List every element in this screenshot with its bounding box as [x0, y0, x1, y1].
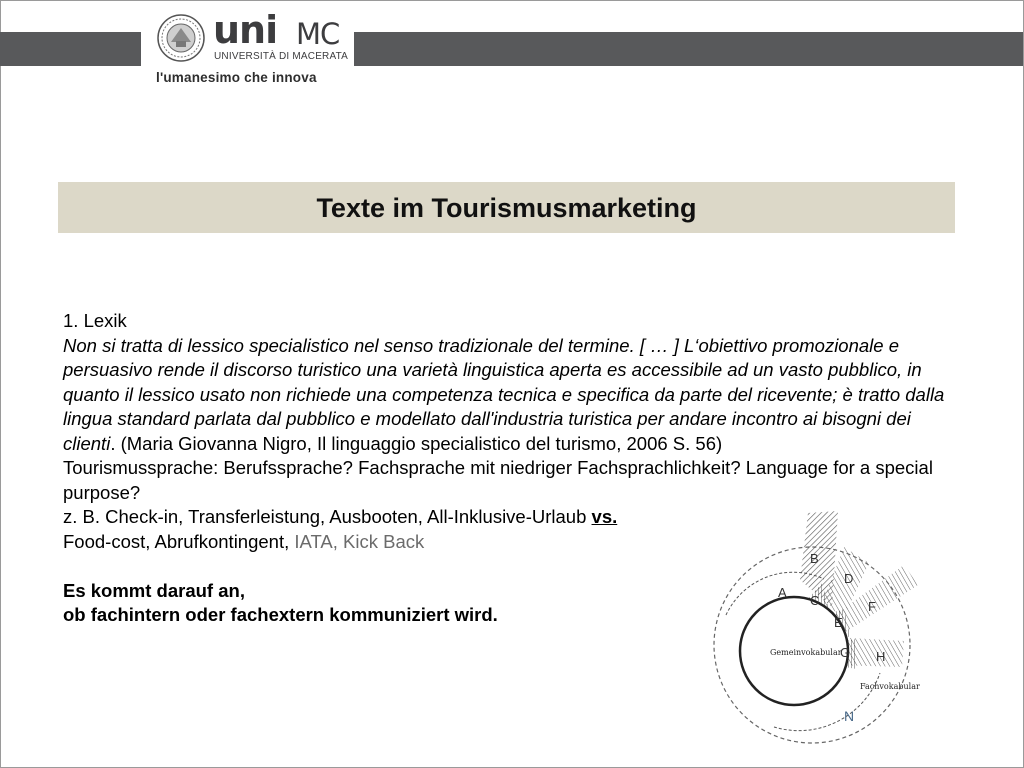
conclusion-line-1: Es kommt darauf an, — [63, 579, 245, 601]
segment-label-h: H — [876, 649, 886, 664]
header-bar-right — [354, 32, 1023, 66]
segment-label-c: C — [810, 593, 820, 608]
examples-text-2: Food-cost, Abrufkontingent, — [63, 530, 295, 552]
quote-paragraph — [63, 334, 963, 457]
quote-italic: Non si tratta di lessico specialistico nel senso tradizionale del termine. [ … ] L‘obiettivo promozionale e persuasivo rende il discorso turistico una varietà linguistica aperta es accessibile ad un vasto pubblico, in quanto il lessico usato non richiede una competenza tecnica e specifica da parte del ricevente; è tratto dalla lingua standard parlata dal pubblico e modellato dall'industria turistica per andare incontro ai bisogni dei clienti — [63, 334, 945, 454]
title-band — [58, 182, 955, 233]
center-label: Gemeinvokabular — [770, 648, 842, 657]
logo-uni-text: uni — [213, 8, 278, 52]
tourism-question: Tourismussprache: Berufssprache? Fachsprache mit niedriger Fachsprachlichkeit? Language for a special purpose? — [63, 457, 933, 503]
vs-label: vs. — [591, 506, 618, 527]
examples-grey: IATA, Kick Back — [294, 530, 425, 552]
examples-text-1: z. B. Check-in, Transferleistung, Ausbooten, All-Inklusive-Urlaub — [63, 506, 592, 527]
university-seal-icon — [157, 14, 205, 62]
vocabulary-diagram — [704, 505, 944, 745]
segment-label-g: G — [840, 645, 851, 660]
slide-title: Texte im Tourismusmarketing — [316, 192, 697, 223]
logo-mc-text: MC — [296, 17, 340, 51]
conclusion-line-2: ob fachintern oder fachextern kommuniziert wird. — [63, 604, 498, 625]
quote-source: . (Maria Giovanna Nigro, Il linguaggio specialistico del turismo, 2006 S. 56) — [110, 432, 723, 454]
header-bar-left — [0, 32, 141, 66]
segment-label-e: E — [834, 615, 843, 630]
segment-label-d: D — [844, 571, 854, 586]
segment-label-a: A — [778, 585, 787, 600]
outer-label: Fachvokabular — [860, 682, 920, 691]
university-logo — [141, 6, 354, 90]
logo-subtitle: UNIVERSITÀ DI MACERATA — [214, 51, 349, 62]
logo-tagline: l'umanesimo che innova — [156, 70, 317, 85]
segment-label-f: F — [868, 599, 876, 614]
lexik-heading: 1. Lexik — [63, 310, 127, 331]
n-label: N — [844, 708, 855, 724]
segment-label-b: B — [810, 551, 819, 566]
